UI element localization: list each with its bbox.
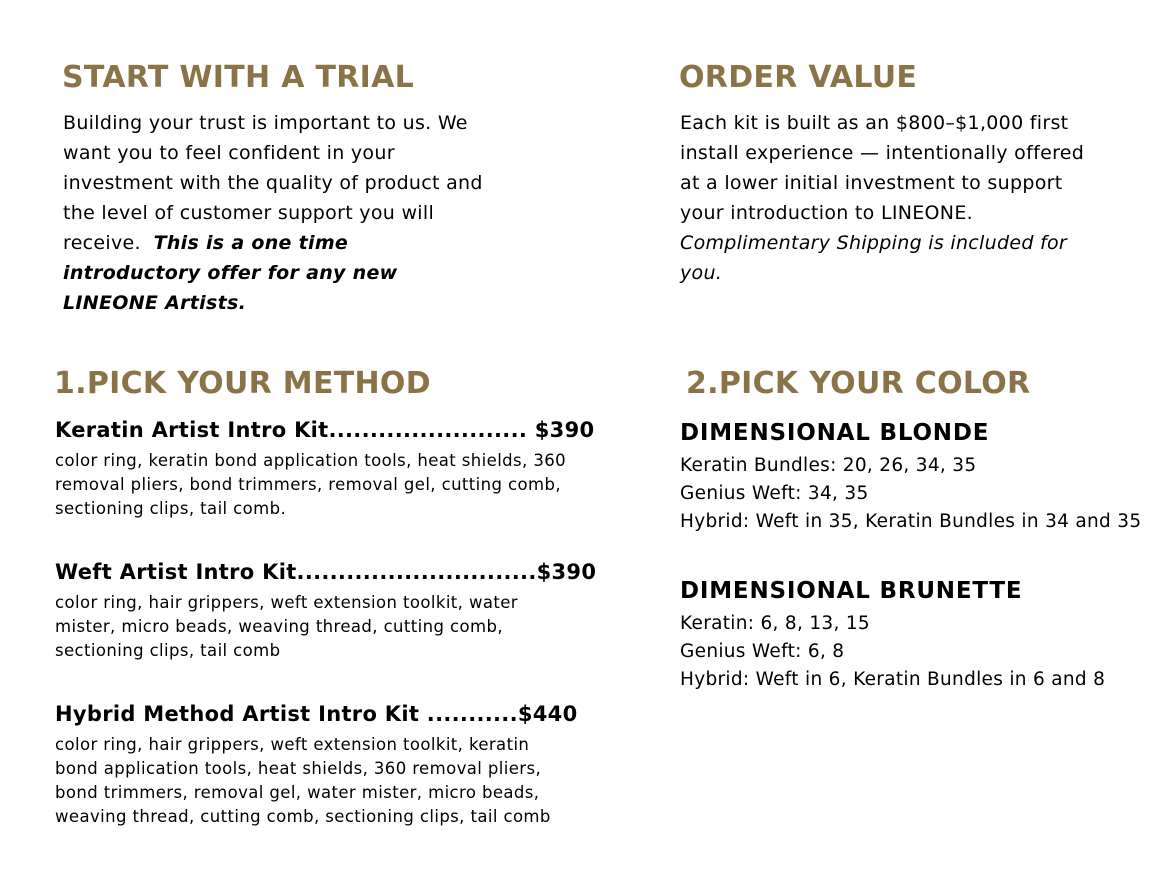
order-value-body-text: Each kit is built as an $800–$1,000 first install experience — intentionally offered at a lower initial investment to support your introduction to LINEONE. [680,112,1085,224]
trial-body-text: Building your trust is important to us. We want you to feel confident in your investment with the quality of product and the level of customer support you will receive. [63,112,483,254]
trial-heading: START WITH A TRIAL [62,60,415,95]
color-group-title-blonde: DIMENSIONAL BLONDE [680,420,990,446]
order-value-heading: ORDER VALUE [679,60,918,95]
list-item: Keratin: 6, 8, 13, 15 [680,613,870,634]
kit-description-hybrid: color ring, hair grippers, weft extension toolkit, keratin bond application tools, heat shields, 360 removal pliers, bond trimmers, removal gel, water mister, micro beads, weaving thread, cutting comb, sectioning clips, tail comb [55,735,551,826]
list-item: Keratin Bundles: 20, 26, 34, 35 [680,455,977,476]
kit-title-keratin: Keratin Artist Intro Kit........................ $390 [55,418,595,442]
kit-description-weft: color ring, hair grippers, weft extension toolkit, water mister, micro beads, weaving thread, cutting comb, sectioning clips, tail comb [55,593,518,660]
color-heading: 2.PICK YOUR COLOR [686,366,1031,401]
trial-offer-emphasis: This is a one time introductory offer for any new LINEONE Artists. [63,232,398,314]
kit-description-keratin: color ring, keratin bond application tools, heat shields, 360 removal pliers, bond trimmers, removal gel, cutting comb, sectioning clips, tail comb. [55,451,567,518]
list-item: Hybrid: Weft in 35, Keratin Bundles in 34 and 35 [680,511,1142,532]
kit-title-hybrid: Hybrid Method Artist Intro Kit ...........$440 [55,702,578,726]
order-value-paragraph [680,108,1100,288]
color-list-brunette [680,610,1105,694]
method-heading: 1.PICK YOUR METHOD [54,366,431,401]
shipping-note: Complimentary Shipping is included for you. [680,232,1068,284]
color-list-blonde [680,452,1141,536]
color-group-title-brunette: DIMENSIONAL BRUNETTE [680,578,1023,604]
trial-paragraph [63,108,483,318]
list-item: Genius Weft: 6, 8 [680,641,845,662]
kit-title-weft: Weft Artist Intro Kit.............................$390 [55,560,597,584]
list-item: Hybrid: Weft in 6, Keratin Bundles in 6 and 8 [680,669,1106,690]
list-item: Genius Weft: 34, 35 [680,483,869,504]
